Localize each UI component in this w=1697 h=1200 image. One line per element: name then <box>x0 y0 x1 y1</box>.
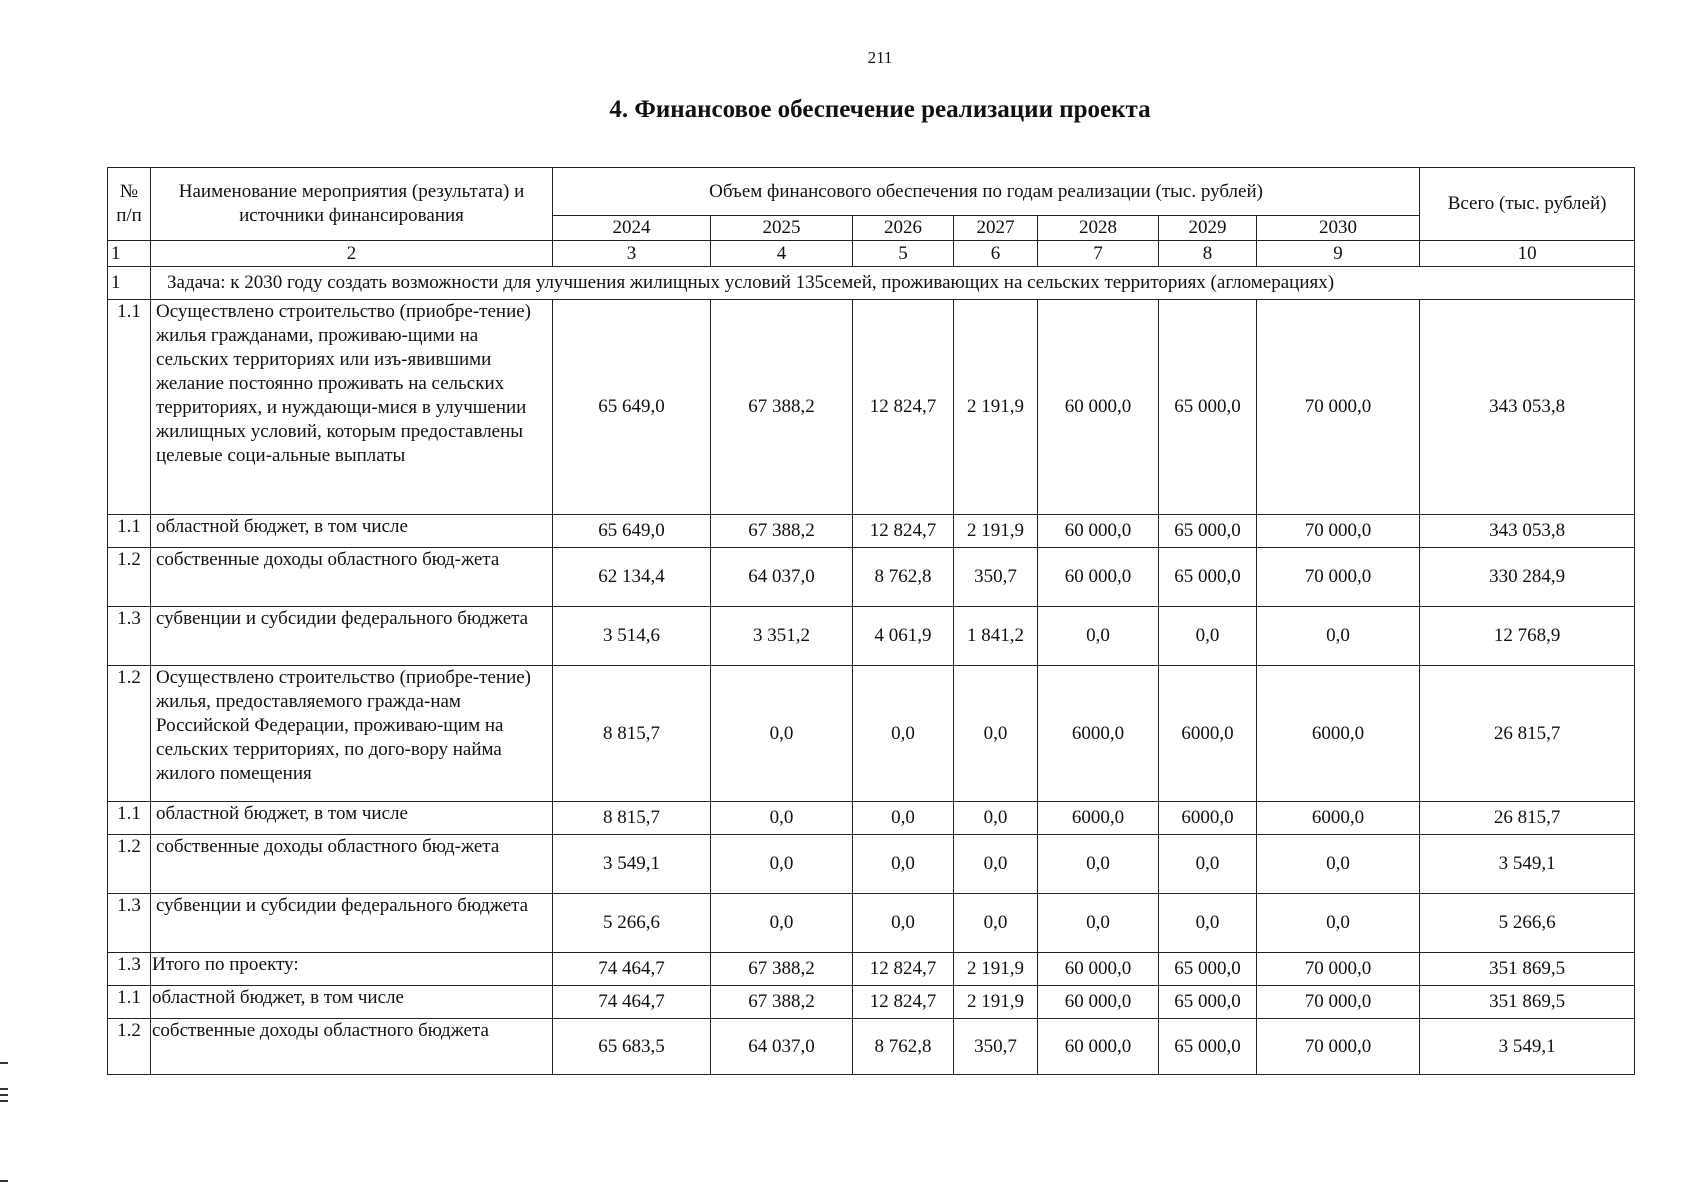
header-year: 2025 <box>711 216 853 241</box>
row-value: 3 514,6 <box>553 607 711 666</box>
row-total: 3 549,1 <box>1420 1019 1635 1075</box>
row-value: 12 824,7 <box>853 953 954 986</box>
header-name: Наименование мероприятия (результата) и источники финансирования <box>151 168 553 241</box>
row-value: 3 549,1 <box>553 835 711 894</box>
row-num: 1.1 <box>108 515 151 548</box>
column-number: 2 <box>151 241 553 267</box>
row-value: 6000,0 <box>1159 802 1257 835</box>
table-row <box>108 894 1635 953</box>
row-value: 67 388,2 <box>711 515 853 548</box>
row-value: 74 464,7 <box>553 953 711 986</box>
row-value: 8 815,7 <box>553 802 711 835</box>
column-number: 1 <box>108 241 151 267</box>
margin-mark <box>0 1180 8 1182</box>
row-value: 0,0 <box>1038 607 1159 666</box>
column-number: 6 <box>954 241 1038 267</box>
row-name: субвенции и субсидии федерального бюджета <box>151 607 553 666</box>
row-total: 3 549,1 <box>1420 835 1635 894</box>
row-value: 1 841,2 <box>954 607 1038 666</box>
margin-mark <box>0 1062 8 1064</box>
row-num: 1.1 <box>108 986 151 1019</box>
page-number: 211 <box>867 48 893 67</box>
row-value: 60 000,0 <box>1038 300 1159 515</box>
row-num: 1.3 <box>108 953 151 986</box>
row-value: 65 000,0 <box>1159 953 1257 986</box>
row-value: 0,0 <box>853 894 954 953</box>
row-num: 1.3 <box>108 607 151 666</box>
header-year: 2027 <box>954 216 1038 241</box>
row-value: 64 037,0 <box>711 548 853 607</box>
page-title: 4. Финансовое обеспечение реализации проекта <box>609 96 1151 123</box>
row-value: 8 762,8 <box>853 548 954 607</box>
task-text: Задача: к 2030 году создать возможности для улучшения жилищных условий 135семей, проживающих на сельских территориях (агломерациях) <box>151 267 1635 300</box>
table-row <box>108 548 1635 607</box>
row-value: 0,0 <box>711 835 853 894</box>
row-value: 60 000,0 <box>1038 953 1159 986</box>
row-value: 2 191,9 <box>954 986 1038 1019</box>
row-value: 0,0 <box>954 666 1038 802</box>
header-year: 2024 <box>553 216 711 241</box>
row-value: 0,0 <box>954 894 1038 953</box>
row-value: 67 388,2 <box>711 986 853 1019</box>
row-value: 0,0 <box>711 666 853 802</box>
row-value: 350,7 <box>954 548 1038 607</box>
column-number: 10 <box>1420 241 1635 267</box>
row-total: 330 284,9 <box>1420 548 1635 607</box>
row-value: 0,0 <box>1257 894 1420 953</box>
row-name: субвенции и субсидии федерального бюджета <box>151 894 553 953</box>
row-value: 0,0 <box>954 802 1038 835</box>
row-value: 6000,0 <box>1038 802 1159 835</box>
row-value: 65 683,5 <box>553 1019 711 1075</box>
row-value: 60 000,0 <box>1038 986 1159 1019</box>
row-value: 2 191,9 <box>954 953 1038 986</box>
header-year: 2030 <box>1257 216 1420 241</box>
column-number: 9 <box>1257 241 1420 267</box>
row-value: 65 000,0 <box>1159 515 1257 548</box>
table-row <box>108 607 1635 666</box>
row-value: 6000,0 <box>1257 802 1420 835</box>
column-number: 5 <box>853 241 954 267</box>
row-value: 0,0 <box>853 835 954 894</box>
header-total: Всего (тыс. рублей) <box>1420 168 1635 241</box>
task-row <box>108 267 1635 300</box>
row-value: 0,0 <box>1159 607 1257 666</box>
row-value: 0,0 <box>954 835 1038 894</box>
task-num: 1 <box>108 267 151 300</box>
row-num: 1.1 <box>108 802 151 835</box>
row-value: 60 000,0 <box>1038 515 1159 548</box>
row-num: 1.2 <box>108 666 151 802</box>
table-row <box>108 802 1635 835</box>
row-value: 6000,0 <box>1257 666 1420 802</box>
row-value: 70 000,0 <box>1257 300 1420 515</box>
row-value: 0,0 <box>1038 894 1159 953</box>
row-value: 6000,0 <box>1038 666 1159 802</box>
header-volume: Объем финансового обеспечения по годам реализации (тыс. рублей) <box>553 168 1420 216</box>
column-number: 7 <box>1038 241 1159 267</box>
row-value: 65 649,0 <box>553 515 711 548</box>
row-name: собственные доходы областного бюд-жета <box>151 835 553 894</box>
column-number: 4 <box>711 241 853 267</box>
financing-table <box>107 167 1635 1075</box>
margin-mark <box>0 1094 8 1096</box>
margin-mark <box>0 1100 8 1102</box>
margin-mark <box>0 1088 8 1090</box>
row-value: 0,0 <box>853 666 954 802</box>
row-value: 4 061,9 <box>853 607 954 666</box>
row-value: 0,0 <box>1159 835 1257 894</box>
row-num: 1.2 <box>108 1019 151 1075</box>
row-name: собственные доходы областного бюджета <box>151 1019 553 1075</box>
column-numbers-row <box>108 241 1635 267</box>
row-value: 0,0 <box>1257 835 1420 894</box>
row-value: 70 000,0 <box>1257 1019 1420 1075</box>
row-num: 1.1 <box>108 300 151 515</box>
row-value: 5 266,6 <box>553 894 711 953</box>
row-value: 70 000,0 <box>1257 953 1420 986</box>
table-row <box>108 1019 1635 1075</box>
row-total: 5 266,6 <box>1420 894 1635 953</box>
header-num: № п/п <box>108 168 151 241</box>
row-value: 0,0 <box>1257 607 1420 666</box>
row-name: областной бюджет, в том числе <box>151 802 553 835</box>
row-value: 70 000,0 <box>1257 515 1420 548</box>
row-value: 67 388,2 <box>711 953 853 986</box>
row-value: 12 824,7 <box>853 986 954 1019</box>
table-row <box>108 986 1635 1019</box>
row-value: 2 191,9 <box>954 515 1038 548</box>
row-value: 0,0 <box>1038 835 1159 894</box>
row-name: областной бюджет, в том числе <box>151 986 553 1019</box>
row-value: 65 000,0 <box>1159 986 1257 1019</box>
row-value: 60 000,0 <box>1038 548 1159 607</box>
row-value: 62 134,4 <box>553 548 711 607</box>
row-value: 6000,0 <box>1159 666 1257 802</box>
row-value: 65 000,0 <box>1159 1019 1257 1075</box>
row-value: 70 000,0 <box>1257 986 1420 1019</box>
row-total: 12 768,9 <box>1420 607 1635 666</box>
row-value: 65 649,0 <box>553 300 711 515</box>
column-number: 8 <box>1159 241 1257 267</box>
row-num: 1.2 <box>108 835 151 894</box>
row-value: 64 037,0 <box>711 1019 853 1075</box>
row-value: 0,0 <box>853 802 954 835</box>
row-value: 65 000,0 <box>1159 300 1257 515</box>
row-value: 74 464,7 <box>553 986 711 1019</box>
row-value: 0,0 <box>1159 894 1257 953</box>
row-total: 26 815,7 <box>1420 666 1635 802</box>
header-year: 2026 <box>853 216 954 241</box>
row-value: 3 351,2 <box>711 607 853 666</box>
table-row <box>108 300 1635 515</box>
row-name: Итого по проекту: <box>151 953 553 986</box>
table-row <box>108 953 1635 986</box>
header-year: 2028 <box>1038 216 1159 241</box>
row-value: 8 762,8 <box>853 1019 954 1075</box>
column-number: 3 <box>553 241 711 267</box>
row-value: 8 815,7 <box>553 666 711 802</box>
row-name: Осуществлено строительство (приобре-тение) жилья, предоставляемого гражда-нам Российской Федерации, проживаю-щим на сельских территориях, по дого-вору найма жилого помещения <box>151 666 553 802</box>
row-value: 2 191,9 <box>954 300 1038 515</box>
row-num: 1.3 <box>108 894 151 953</box>
row-value: 67 388,2 <box>711 300 853 515</box>
row-name: областной бюджет, в том числе <box>151 515 553 548</box>
row-total: 351 869,5 <box>1420 953 1635 986</box>
row-value: 12 824,7 <box>853 515 954 548</box>
row-value: 0,0 <box>711 894 853 953</box>
row-value: 60 000,0 <box>1038 1019 1159 1075</box>
row-value: 70 000,0 <box>1257 548 1420 607</box>
row-value: 65 000,0 <box>1159 548 1257 607</box>
row-total: 26 815,7 <box>1420 802 1635 835</box>
table-row <box>108 515 1635 548</box>
row-value: 12 824,7 <box>853 300 954 515</box>
table-row <box>108 835 1635 894</box>
row-total: 343 053,8 <box>1420 300 1635 515</box>
table-row <box>108 666 1635 802</box>
row-total: 351 869,5 <box>1420 986 1635 1019</box>
row-value: 0,0 <box>711 802 853 835</box>
row-value: 350,7 <box>954 1019 1038 1075</box>
header-year: 2029 <box>1159 216 1257 241</box>
row-name: Осуществлено строительство (приобре-тение) жилья гражданами, проживаю-щими на сельских территориях или изъ-явившими желание постоянно проживать на сельских территориях, и нуждающи-мися в улучшении жилищных условий, которым предоставлены целевые соци-альные выплаты <box>151 300 553 515</box>
row-total: 343 053,8 <box>1420 515 1635 548</box>
row-name: собственные доходы областного бюд-жета <box>151 548 553 607</box>
row-num: 1.2 <box>108 548 151 607</box>
